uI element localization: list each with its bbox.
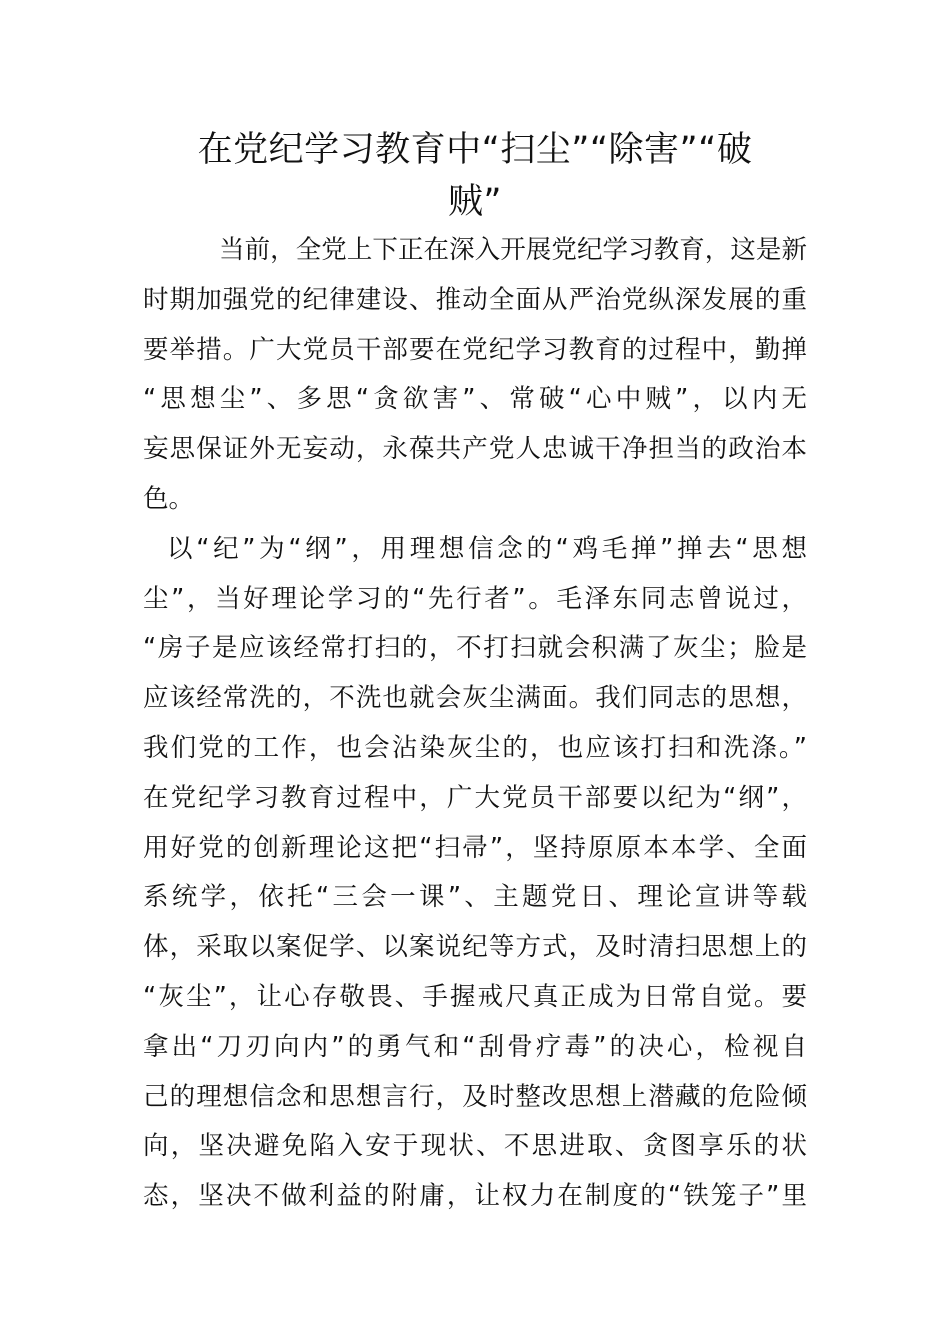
paragraph-line: 己的理想信念和思想言行，及时整改思想上潜藏的危险倾 [143, 1081, 807, 1112]
paragraph-line: “灰尘”，让心存敬畏、手握戒尺真正成为日常自觉。要 [143, 981, 807, 1012]
paragraph-line: 系统学，依托“三会一课”、主题党日、理论宣讲等载 [143, 882, 807, 913]
document-title [140, 124, 810, 228]
paragraph-1 [143, 226, 807, 525]
paragraph-line: 态，坚决不做利益的附庸，让权力在制度的“铁笼子”里 [143, 1181, 807, 1212]
paragraph-line: 色。 [143, 483, 195, 514]
paragraph-line: 妄思保证外无妄动，永葆共产党人忠诚干净担当的政治本 [143, 434, 807, 465]
paragraph-line: 应该经常洗的，不洗也就会灰尘满面。我们同志的思想， [143, 683, 807, 714]
paragraph-line: “房子是应该经常打扫的，不打扫就会积满了灰尘；脸是 [143, 633, 807, 664]
paragraph-line: 我们党的工作，也会沾染灰尘的，也应该打扫和洗涤。” [143, 732, 807, 763]
title-line-2: 贼” [447, 182, 503, 222]
paragraph-line: 在党纪学习教育过程中，广大党员干部要以纪为“纲”， [143, 782, 807, 813]
paragraph-line: 体，采取以案促学、以案说纪等方式，及时清扫思想上的 [143, 932, 807, 963]
document-body [143, 226, 807, 1222]
paragraph-line: 拿出“刀刃向内”的勇气和“刮骨疗毒”的决心，检视自 [143, 1031, 807, 1062]
paragraph-line: 尘”，当好理论学习的“先行者”。毛泽东同志曾说过， [143, 583, 807, 614]
title-line-1: 在党纪学习教育中“扫尘”“除害”“破 [197, 130, 753, 170]
paragraph-line: 时期加强党的纪律建设、推动全面从严治党纵深发展的重 [143, 284, 807, 315]
paragraph-line: 要举措。广大党员干部要在党纪学习教育的过程中，勤掸 [143, 334, 807, 365]
paragraph-line: 向，坚决避免陷入安于现状、不思进取、贪图享乐的状 [143, 1131, 807, 1162]
paragraph-line: 当前，全党上下正在深入开展党纪学习教育，这是新 [219, 235, 807, 265]
paragraph-line: 用好党的创新理论这把“扫帚”，坚持原原本本学、全面 [143, 832, 807, 863]
paragraph-2 [143, 525, 807, 1222]
paragraph-line: “思想尘”、多思“贪欲害”、常破“心中贼”，以内无 [143, 384, 807, 415]
paragraph-line: 以“纪”为“纲”，用理想信念的“鸡毛掸”掸去“思想 [167, 533, 807, 564]
